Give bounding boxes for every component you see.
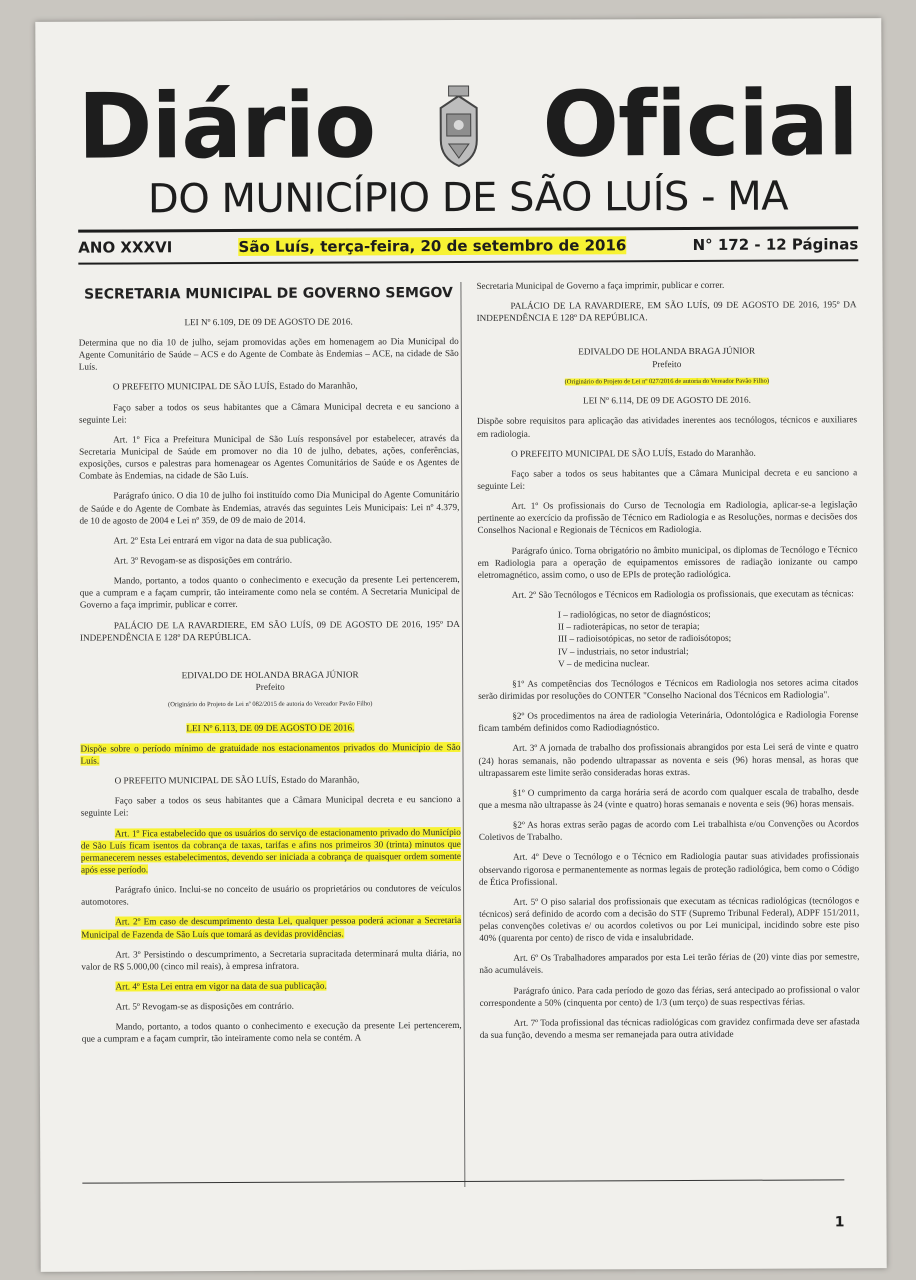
- masthead-rule-bottom: [78, 259, 858, 264]
- law-palacio: PALÁCIO DE LA RAVARDIERE, EM SÃO LUÍS, 09 DE AGOSTO DE 2016, 195º DA INDEPENDÊNCIA E 128º DA REPÚBLICA.: [79, 618, 460, 643]
- law-paragraph: Parágrafo único. Inclui-se no conceito de usuário os proprietários ou condutores de veículos automotores.: [81, 883, 462, 907]
- law-paragraph: O PREFEITO MUNICIPAL DE SÃO LUÍS, Estado do Maranhão,: [112, 380, 358, 392]
- law-paragraph: Mando, portanto, a todos quanto o conhecimento e execução da presente Lei pertencerem, que a cumpram e a façam cumprir, tão inteiramente como nela se contém. A Secretaria Municipal de Governo a faça imprimir, publicar e correr.: [79, 574, 460, 611]
- law-origin-note: (Originário do Projeto de Lei nº 082/2015 de autoria do Vereador Pavão Filho): [168, 700, 373, 709]
- left-column: [78, 280, 461, 1053]
- masthead: [77, 71, 859, 264]
- law-paragraph: Faço saber a todos os seus habitantes que a Câmara Municipal decreta e eu sanciono a seguinte Lei:: [80, 794, 461, 819]
- section-title: SECRETARIA MUNICIPAL DE GOVERNO SEMGOV: [84, 285, 453, 303]
- page-number: 1: [834, 1214, 845, 1231]
- footer-rule: [82, 1179, 844, 1183]
- law-article: Art. 1º Os profissionais do Curso de Tecnologia em Radiologia, aplicar-se-a legislação pertinente ao exercício da profissão de Técnico em Radiologia e as Resoluções, normas e decisões dos Conselhos Nacional e Regionais de Técnicos em Radiologia.: [477, 499, 858, 536]
- law-article: Art. 3º A jornada de trabalho dos profissionais abrangidos por esta Lei será de vinte e quatro (24) horas semanais, não podendo ultrapassar as noventa e seis (96) horas mensal, as horas que ultrapassarem este limite serão consideradas horas extras.: [478, 741, 859, 778]
- signature-name: EDIVALDO DE HOLANDA BRAGA JÚNIOR: [181, 669, 359, 681]
- signature-name: EDIVALDO DE HOLANDA BRAGA JÚNIOR: [578, 346, 756, 357]
- issue-number: N° 172 - 12 Páginas: [692, 235, 859, 254]
- law-paragraph: O PREFEITO MUNICIPAL DE SÃO LUÍS, Estado do Maranhão.: [511, 447, 756, 459]
- law-ementa-highlighted: Dispõe sobre o período mínimo de gratuidade nos estacionamentos privados do Município de São Luís.: [80, 741, 461, 766]
- technique-list: [478, 607, 858, 669]
- law-ementa: Dispõe sobre requisitos para aplicação das atividades inerentes aos tecnólogos, técnicos e auxiliares em radiologia.: [477, 414, 858, 439]
- law-article: Art. 2º Esta Lei entrará em vigor na data de sua publicação.: [113, 534, 332, 546]
- law-title: LEI Nº 6.109, DE 09 DE AGOSTO DE 2016.: [184, 316, 353, 328]
- law-article: Art. 3º Persistindo o descumprimento, a Secretaria supracitada determinará multa diária, no valor de R$ 5.000,00 (cinco mil reais), à empresa infratora.: [81, 947, 462, 972]
- issue-info-bar: [78, 235, 858, 256]
- law-paragraph: §1º O cumprimento da carga horária será de acordo com qualquer escala de trabalho, desde que a mesma não ultrapasse às 24 (vinte e quatro) horas semanais e noventa e seis (96) horas mensais.: [478, 786, 859, 810]
- coat-of-arms-icon: [431, 78, 487, 174]
- signature-role: Prefeito: [255, 681, 285, 692]
- law-title-highlighted: LEI Nº 6.113, DE 09 DE AGOSTO DE 2016.: [186, 722, 355, 733]
- list-item: III – radioisotópicas, no setor de radioisótopos;: [557, 633, 732, 644]
- law-palacio: PALÁCIO DE LA RAVARDIERE, EM SÃO LUÍS, 09 DE AGOSTO DE 2016, 195º DA INDEPENDÊNCIA E 128º DA REPÚBLICA.: [476, 299, 857, 324]
- law-article: Art. 3º Revogam-se as disposições em contrário.: [113, 554, 293, 566]
- right-column: [476, 278, 859, 1049]
- law-article: Art. 7º Toda profissional das técnicas radiológicas com gravidez confirmada deve ser afastada da sua função, devendo a mesma ser remanejada para outra atividade: [479, 1016, 860, 1040]
- law-article: Art. 1º Fica a Prefeitura Municipal de São Luís responsável por estabelecer, através da Secretaria Municipal de Saúde em promover no dia 10 de julho, debates, ações, conferências, exposições, cursos e palestras para homenagear os Agentes Comunitários de Saúde e os Agentes de Combate às Endemias, na cidade de São Luís.: [79, 432, 460, 481]
- law-paragraph: §1º As competências dos Tecnólogos e Técnicos em Radiologia nos setores acima citados serão dirimidas por resoluções do CONTER "Conselho Nacional dos Técnicos em Radiologia".: [478, 677, 859, 701]
- masthead-rule: [78, 226, 858, 232]
- list-item: II – radioterápicas, no setor de terapia;: [557, 621, 700, 632]
- law-paragraph: §2º Os procedimentos na área de radiologia Veterinária, Odontológica e Radiologia Forense ficam também definidos como Radiodiagnóstico.: [478, 709, 859, 734]
- law-paragraph: Secretaria Municipal de Governo a faça imprimir, publicar e correr.: [476, 279, 725, 291]
- law-paragraph: Faço saber a todos os seus habitantes que a Câmara Municipal decreta e eu sanciono a seguinte Lei:: [78, 400, 459, 425]
- law-article: Art. 6º Os Trabalhadores amparados por esta Lei terão férias de (20) vinte dias por semestre, não acumuláveis.: [479, 951, 860, 976]
- law-article-highlighted: Art. 4º Esta Lei entra em vigor na data de sua publicação.: [115, 980, 327, 992]
- law-paragraph: Mando, portanto, a todos quanto o conhecimento e execução da presente Lei pertencerem, que a cumpram e a façam cumprir, tão inteiramente como nela se contém. A: [81, 1020, 462, 1045]
- law-article-highlighted: Art. 2º Em caso de descumprimento desta Lei, qualquer pessoa poderá acionar a Secretaria Municipal de Fazenda de São Luís que tomará as devidas providências.: [81, 915, 462, 940]
- masthead-word-oficial: Oficial: [542, 71, 858, 178]
- law-paragraph: Parágrafo único. O dia 10 de julho foi instituído como Dia Municipal do Agente Comunitário de Saúde e do Agente de Combate às Endemias, através das seguintes Leis Municipais: Lei nº 4.379, de 10 de agosto de 2004 e Lei nº 359, de 09 de maio de 2014.: [79, 489, 460, 526]
- law-article: Art. 4º Deve o Tecnólogo e o Técnico em Radiologia pautar suas atividades profissionais observando rigorosa e permanentemente as normas legais de proteção radiológica, bem como o Código de Ética Profissional.: [478, 850, 859, 887]
- law-article: Art. 5º O piso salarial dos profissionais que executam as técnicas radiológicas (tecnólogos e técnicos) será definido de acordo com a decisão do STF (Supremo Tribunal Federal), ADPF 151/2011, pelas convenções coletivas e/ ou acordos coletivos ou por Lei municipal, incidindo sobre este piso 40% (quarenta por cento) de risco de vida e insalubridade.: [479, 895, 860, 944]
- law-article: Art. 2º São Tecnólogos e Técnicos em Radiologia os profissionais, que executam as técnicas:: [511, 588, 854, 600]
- list-item: V – de medicina nuclear.: [558, 657, 650, 669]
- law-article-highlighted: Art. 1º Fica estabelecido que os usuários do serviço de estacionamento privado do Município de São Luís ficam isentos da cobrança de taxas, tarifas e afins nos primeiros 30 (trinta) minutos que permanecerem nesses estabelecimentos, devendo ser iniciada a cobrança de quaisquer ordem somente após esse período.: [80, 826, 461, 875]
- law-paragraph: Faço saber a todos os seus habitantes que a Câmara Municipal decreta e eu sanciono a seguinte Lei:: [477, 467, 858, 491]
- issue-date: São Luís, terça-feira, 20 de setembro de 2016: [238, 236, 627, 256]
- law-paragraph: Parágrafo único. Para cada período de gozo das férias, será antecipado ao profissional o valor correspondente a 50% (cinquenta por cento) de 1/3 (um terço) de suas respectivas férias.: [479, 983, 860, 1008]
- issue-year: ANO XXXVI: [78, 238, 173, 257]
- law-title: LEI Nº 6.114, DE 09 DE AGOSTO DE 2016.: [582, 395, 751, 406]
- signature-role: Prefeito: [652, 358, 682, 369]
- law-origin-note-highlighted: (Originário do Projeto de Lei nº 027/2016 de autoria do Vereador Pavão Filho): [564, 377, 770, 386]
- law-article: Art. 5º Revogam-se as disposições em contrário.: [115, 1000, 294, 1012]
- law-ementa: Determina que no dia 10 de julho, sejam promovidas ações em homenagem ao Dia Municipal do Agente Comunitário de Saúde – ACS e do Agente de Combate às Endemias – ACE, na cidade de São Luís.: [78, 336, 459, 372]
- law-paragraph: O PREFEITO MUNICIPAL DE SÃO LUÍS, Estado do Maranhão,: [114, 774, 360, 786]
- list-item: IV – industriais, no setor industrial;: [558, 645, 689, 657]
- law-paragraph: §2º As horas extras serão pagas de acordo com Lei trabalhista e/ou Convenções ou Acordos Coletivos de Trabalho.: [478, 818, 859, 843]
- newspaper-page: [35, 18, 886, 1272]
- law-paragraph: Parágrafo único. Torna obrigatório no âmbito municipal, os diplomas de Tecnólogo e Técnico em Radiologia para a operação de equipamentos emissores de radiação ionizante ou campo eletromagnético, assim como, o uso de EPIs de proteção radiológica.: [477, 543, 858, 580]
- masthead-word-diario: Diário: [77, 73, 376, 180]
- masthead-subtitle: DO MUNICÍPIO DE SÃO LUÍS - MA: [147, 173, 789, 223]
- list-item: I – radiológicas, no setor de diagnósticos;: [557, 609, 711, 620]
